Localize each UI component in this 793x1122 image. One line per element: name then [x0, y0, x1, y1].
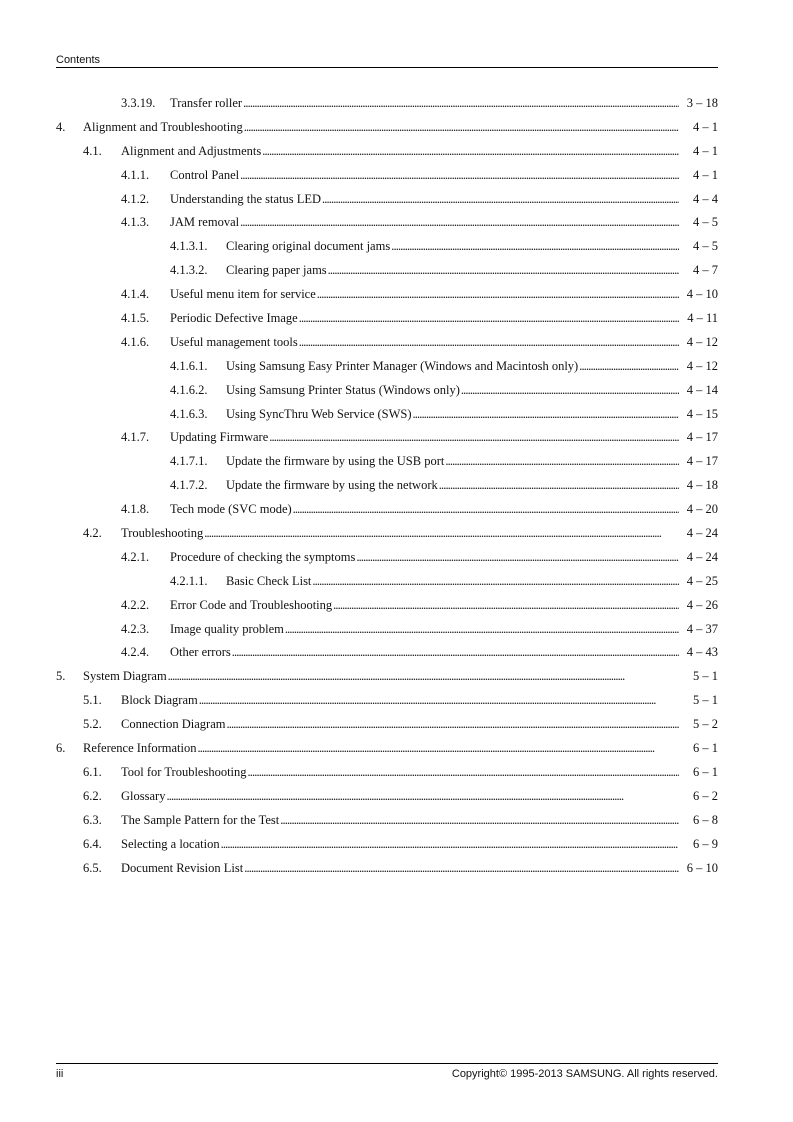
- toc-entry-number: 4.1.7.: [121, 430, 150, 445]
- toc-entry-title: Reference Information: [83, 741, 197, 756]
- toc-entry-page: 5 – 1: [693, 693, 718, 708]
- toc-entry-page: 4 – 12: [686, 334, 718, 349]
- toc-entry-page: 5 – 1: [693, 669, 718, 684]
- toc-entry-title: Using Samsung Printer Status (Windows only): [226, 382, 460, 397]
- toc-entry-number: 4.1.6.2.: [170, 382, 208, 397]
- toc-entry[interactable]: [56, 618, 718, 642]
- toc-entry[interactable]: [56, 164, 718, 188]
- toc-entry[interactable]: [56, 307, 718, 331]
- toc-entry[interactable]: [56, 379, 718, 403]
- toc-leader-dots: [293, 498, 679, 522]
- toc-entry-title: Useful menu item for service: [170, 287, 316, 302]
- toc-entry-number: 4.1.6.1.: [170, 358, 208, 373]
- toc-entry-title: Troubleshooting: [121, 526, 204, 541]
- toc-entry-page: 6 – 2: [693, 788, 718, 803]
- toc-entry[interactable]: [56, 140, 718, 164]
- toc-entry-number: 6.3.: [83, 812, 102, 827]
- toc-entry[interactable]: [56, 331, 718, 355]
- toc-leader-dots: [248, 761, 679, 785]
- toc-entry-page: 4 – 17: [686, 430, 718, 445]
- toc-entry-title: Other errors: [170, 645, 231, 660]
- toc-entry[interactable]: [56, 665, 718, 689]
- toc-leader-dots: [232, 641, 679, 665]
- toc-entry[interactable]: [56, 833, 718, 857]
- toc-leader-dots: [312, 570, 679, 594]
- toc-leader-dots: [461, 379, 679, 403]
- toc-entry-page: 4 – 24: [686, 526, 718, 541]
- toc-entry-title: Block Diagram: [121, 693, 198, 708]
- toc-entry-page: 4 – 4: [693, 191, 718, 206]
- toc-entry-title: Glossary: [121, 788, 166, 803]
- toc-entry-page: 4 – 25: [686, 573, 718, 588]
- toc-leader-dots: [244, 116, 679, 140]
- toc-entry[interactable]: [56, 594, 718, 618]
- toc-entry[interactable]: [56, 498, 718, 522]
- toc-entry-number: 4.: [56, 119, 66, 134]
- toc-entry-number: 4.1.: [83, 143, 102, 158]
- toc-entry-number: 4.1.5.: [121, 311, 150, 326]
- toc-entry-page: 5 – 2: [693, 717, 718, 732]
- toc-entry-page: 4 – 7: [693, 263, 718, 278]
- toc-leader-dots: [244, 857, 679, 881]
- toc-entry-title: Periodic Defective Image: [170, 311, 298, 326]
- toc-entry-page: 6 – 1: [693, 741, 718, 756]
- toc-entry-number: 4.1.7.2.: [170, 478, 208, 493]
- toc-entry-page: 4 – 17: [686, 454, 718, 469]
- toc-entry-title: Selecting a location: [121, 836, 220, 851]
- toc-entry-number: 4.1.7.1.: [170, 454, 208, 469]
- toc-leader-dots: [221, 833, 679, 857]
- toc-entry-number: 5.1.: [83, 693, 102, 708]
- toc-entry-number: 4.2.2.: [121, 597, 150, 612]
- toc-entry[interactable]: [56, 92, 718, 116]
- toc-entry-number: 4.1.6.: [121, 334, 150, 349]
- toc-entry[interactable]: [56, 761, 718, 785]
- toc-entry[interactable]: [56, 355, 718, 379]
- toc-entry-number: 5.2.: [83, 717, 102, 732]
- toc-entry-page: 4 – 24: [686, 549, 718, 564]
- toc-entry-title: Control Panel: [170, 167, 240, 182]
- toc-entry-title: Error Code and Troubleshooting: [170, 597, 333, 612]
- toc-leader-dots: [285, 618, 679, 642]
- toc-leader-dots: [356, 546, 679, 570]
- toc-entry-title: Useful management tools: [170, 334, 298, 349]
- toc-leader-dots: [240, 164, 679, 188]
- toc-entry[interactable]: [56, 211, 718, 235]
- toc-entry-page: 4 – 5: [693, 239, 718, 254]
- toc-entry-title: System Diagram: [83, 669, 167, 684]
- toc-leader-dots: [439, 474, 679, 498]
- toc-entry-page: 6 – 10: [686, 860, 718, 875]
- toc-entry-page: 6 – 9: [693, 836, 718, 851]
- toc-entry-number: 4.2.1.1.: [170, 573, 208, 588]
- toc-entry[interactable]: [56, 283, 718, 307]
- toc-entry[interactable]: [56, 570, 718, 594]
- toc-entry-title: Clearing paper jams: [226, 263, 327, 278]
- toc-entry-number: 4.1.4.: [121, 287, 150, 302]
- toc-entry-number: 4.1.1.: [121, 167, 150, 182]
- toc-entry-page: 4 – 14: [686, 382, 718, 397]
- toc-leader-dots: [579, 355, 679, 379]
- toc-leader-dots: [227, 713, 680, 737]
- toc-entry[interactable]: [56, 116, 718, 140]
- toc-entry-number: 4.1.6.3.: [170, 406, 208, 421]
- toc-leader-dots: [280, 809, 679, 833]
- toc-leader-dots: [317, 283, 679, 307]
- toc-entry-number: 4.2.1.: [121, 549, 150, 564]
- toc-entry[interactable]: [56, 188, 718, 212]
- toc-entry-number: 6.: [56, 741, 66, 756]
- toc-entry-number: 6.2.: [83, 788, 102, 803]
- toc-entry-title: Transfer roller: [170, 96, 243, 110]
- toc-entry-number: 4.1.3.: [121, 215, 150, 230]
- toc-entry-title: Tech mode (SVC mode): [170, 502, 292, 517]
- toc-entry[interactable]: [56, 259, 718, 283]
- footer-copyright: Copyright© 1995-2013 SAMSUNG. All rights reserved.: [451, 1068, 718, 1080]
- toc-entry-number: 4.1.8.: [121, 502, 150, 517]
- toc-leader-dots: [333, 594, 679, 618]
- toc-entry-page: 4 – 20: [686, 502, 718, 517]
- toc-leader-dots: [240, 211, 679, 235]
- toc-entry-page: 4 – 1: [693, 167, 718, 182]
- toc-entry-number: 4.2.4.: [121, 645, 150, 660]
- toc-entry-page: 4 – 1: [693, 143, 718, 158]
- toc-entry-title: Clearing original document jams: [226, 239, 391, 254]
- toc-entry-number: 3.3.19.: [121, 96, 156, 110]
- toc-entry-page: 3 – 18: [686, 96, 718, 110]
- toc-entry-title: Connection Diagram: [121, 717, 226, 732]
- toc-entry-page: 4 – 18: [686, 478, 718, 493]
- toc-entry-title: Image quality problem: [170, 621, 284, 636]
- toc-entry-number: 5.: [56, 669, 66, 684]
- footer-page-number: iii: [56, 1068, 64, 1080]
- toc-entry[interactable]: [56, 689, 718, 713]
- page-footer: [56, 1063, 718, 1082]
- toc-leader-dots: [168, 665, 679, 689]
- toc-entry-page: 4 – 15: [686, 406, 718, 421]
- toc-entry-title: Document Revision List: [121, 860, 244, 875]
- toc-leader-dots: [199, 689, 679, 713]
- toc-entry-page: 6 – 8: [693, 812, 718, 827]
- toc-leader-dots: [243, 92, 679, 116]
- toc-entry-title: Update the firmware by using the USB port: [226, 454, 445, 469]
- toc-entry[interactable]: [56, 713, 718, 737]
- toc-entry-title: Procedure of checking the symptoms: [170, 549, 356, 564]
- toc-leader-dots: [391, 235, 679, 259]
- toc-entry-page: 4 – 11: [687, 311, 718, 326]
- toc-leader-dots: [166, 785, 679, 809]
- toc-entry-page: 6 – 1: [693, 764, 718, 779]
- toc-leader-dots: [269, 426, 679, 450]
- toc-entry-number: 6.1.: [83, 764, 102, 779]
- toc-entry[interactable]: [56, 426, 718, 450]
- toc-entry-title: Alignment and Adjustments: [121, 143, 262, 158]
- toc-entry-page: 4 – 26: [686, 597, 718, 612]
- toc-entry-title: Using SyncThru Web Service (SWS): [226, 406, 412, 421]
- table-of-contents: [56, 92, 718, 880]
- page-header: [56, 53, 718, 68]
- toc-leader-dots: [262, 140, 679, 164]
- toc-entry-title: JAM removal: [170, 215, 240, 230]
- toc-entry-page: 4 – 10: [686, 287, 718, 302]
- toc-entry-title: Update the firmware by using the network: [226, 478, 438, 493]
- toc-leader-dots: [445, 450, 679, 474]
- toc-entry[interactable]: [56, 785, 718, 809]
- toc-entry-number: 6.5.: [83, 860, 102, 875]
- toc-entry[interactable]: [56, 737, 718, 761]
- toc-entry[interactable]: [56, 641, 718, 665]
- toc-entry-title: Tool for Troubleshooting: [121, 764, 247, 779]
- toc-entry-number: 4.1.3.2.: [170, 263, 208, 278]
- toc-entry-page: 4 – 37: [686, 621, 718, 636]
- toc-entry-title: Basic Check List: [226, 573, 312, 588]
- toc-entry-number: 4.2.3.: [121, 621, 150, 636]
- toc-leader-dots: [413, 403, 679, 427]
- toc-entry[interactable]: [56, 546, 718, 570]
- toc-entry-number: 6.4.: [83, 836, 102, 851]
- toc-entry[interactable]: [56, 857, 718, 881]
- toc-entry-title: Alignment and Troubleshooting: [83, 119, 243, 134]
- toc-leader-dots: [328, 259, 679, 283]
- toc-entry-title: The Sample Pattern for the Test: [121, 812, 280, 827]
- toc-entry-page: 4 – 5: [693, 215, 718, 230]
- header-title: Contents: [56, 54, 101, 66]
- toc-entry[interactable]: [56, 474, 718, 498]
- toc-entry[interactable]: [56, 809, 718, 833]
- toc-entry-number: 4.2.: [83, 526, 102, 541]
- toc-leader-dots: [322, 188, 679, 212]
- toc-entry[interactable]: [56, 235, 718, 259]
- toc-entry-page: 4 – 1: [693, 119, 718, 134]
- toc-entry-page: 4 – 12: [686, 358, 718, 373]
- toc-entry-title: Updating Firmware: [170, 430, 269, 445]
- toc-entry[interactable]: [56, 522, 718, 546]
- toc-leader-dots: [204, 522, 679, 546]
- toc-entry-number: 4.1.2.: [121, 191, 150, 206]
- toc-entry[interactable]: [56, 403, 718, 427]
- toc-leader-dots: [197, 737, 679, 761]
- toc-leader-dots: [299, 307, 679, 331]
- toc-leader-dots: [299, 331, 679, 355]
- toc-entry-page: 4 – 43: [686, 645, 718, 660]
- toc-entry[interactable]: [56, 450, 718, 474]
- toc-entry-title: Using Samsung Easy Printer Manager (Windows and Macintosh only): [226, 358, 579, 373]
- toc-entry-title: Understanding the status LED: [170, 191, 322, 206]
- toc-entry-number: 4.1.3.1.: [170, 239, 208, 254]
